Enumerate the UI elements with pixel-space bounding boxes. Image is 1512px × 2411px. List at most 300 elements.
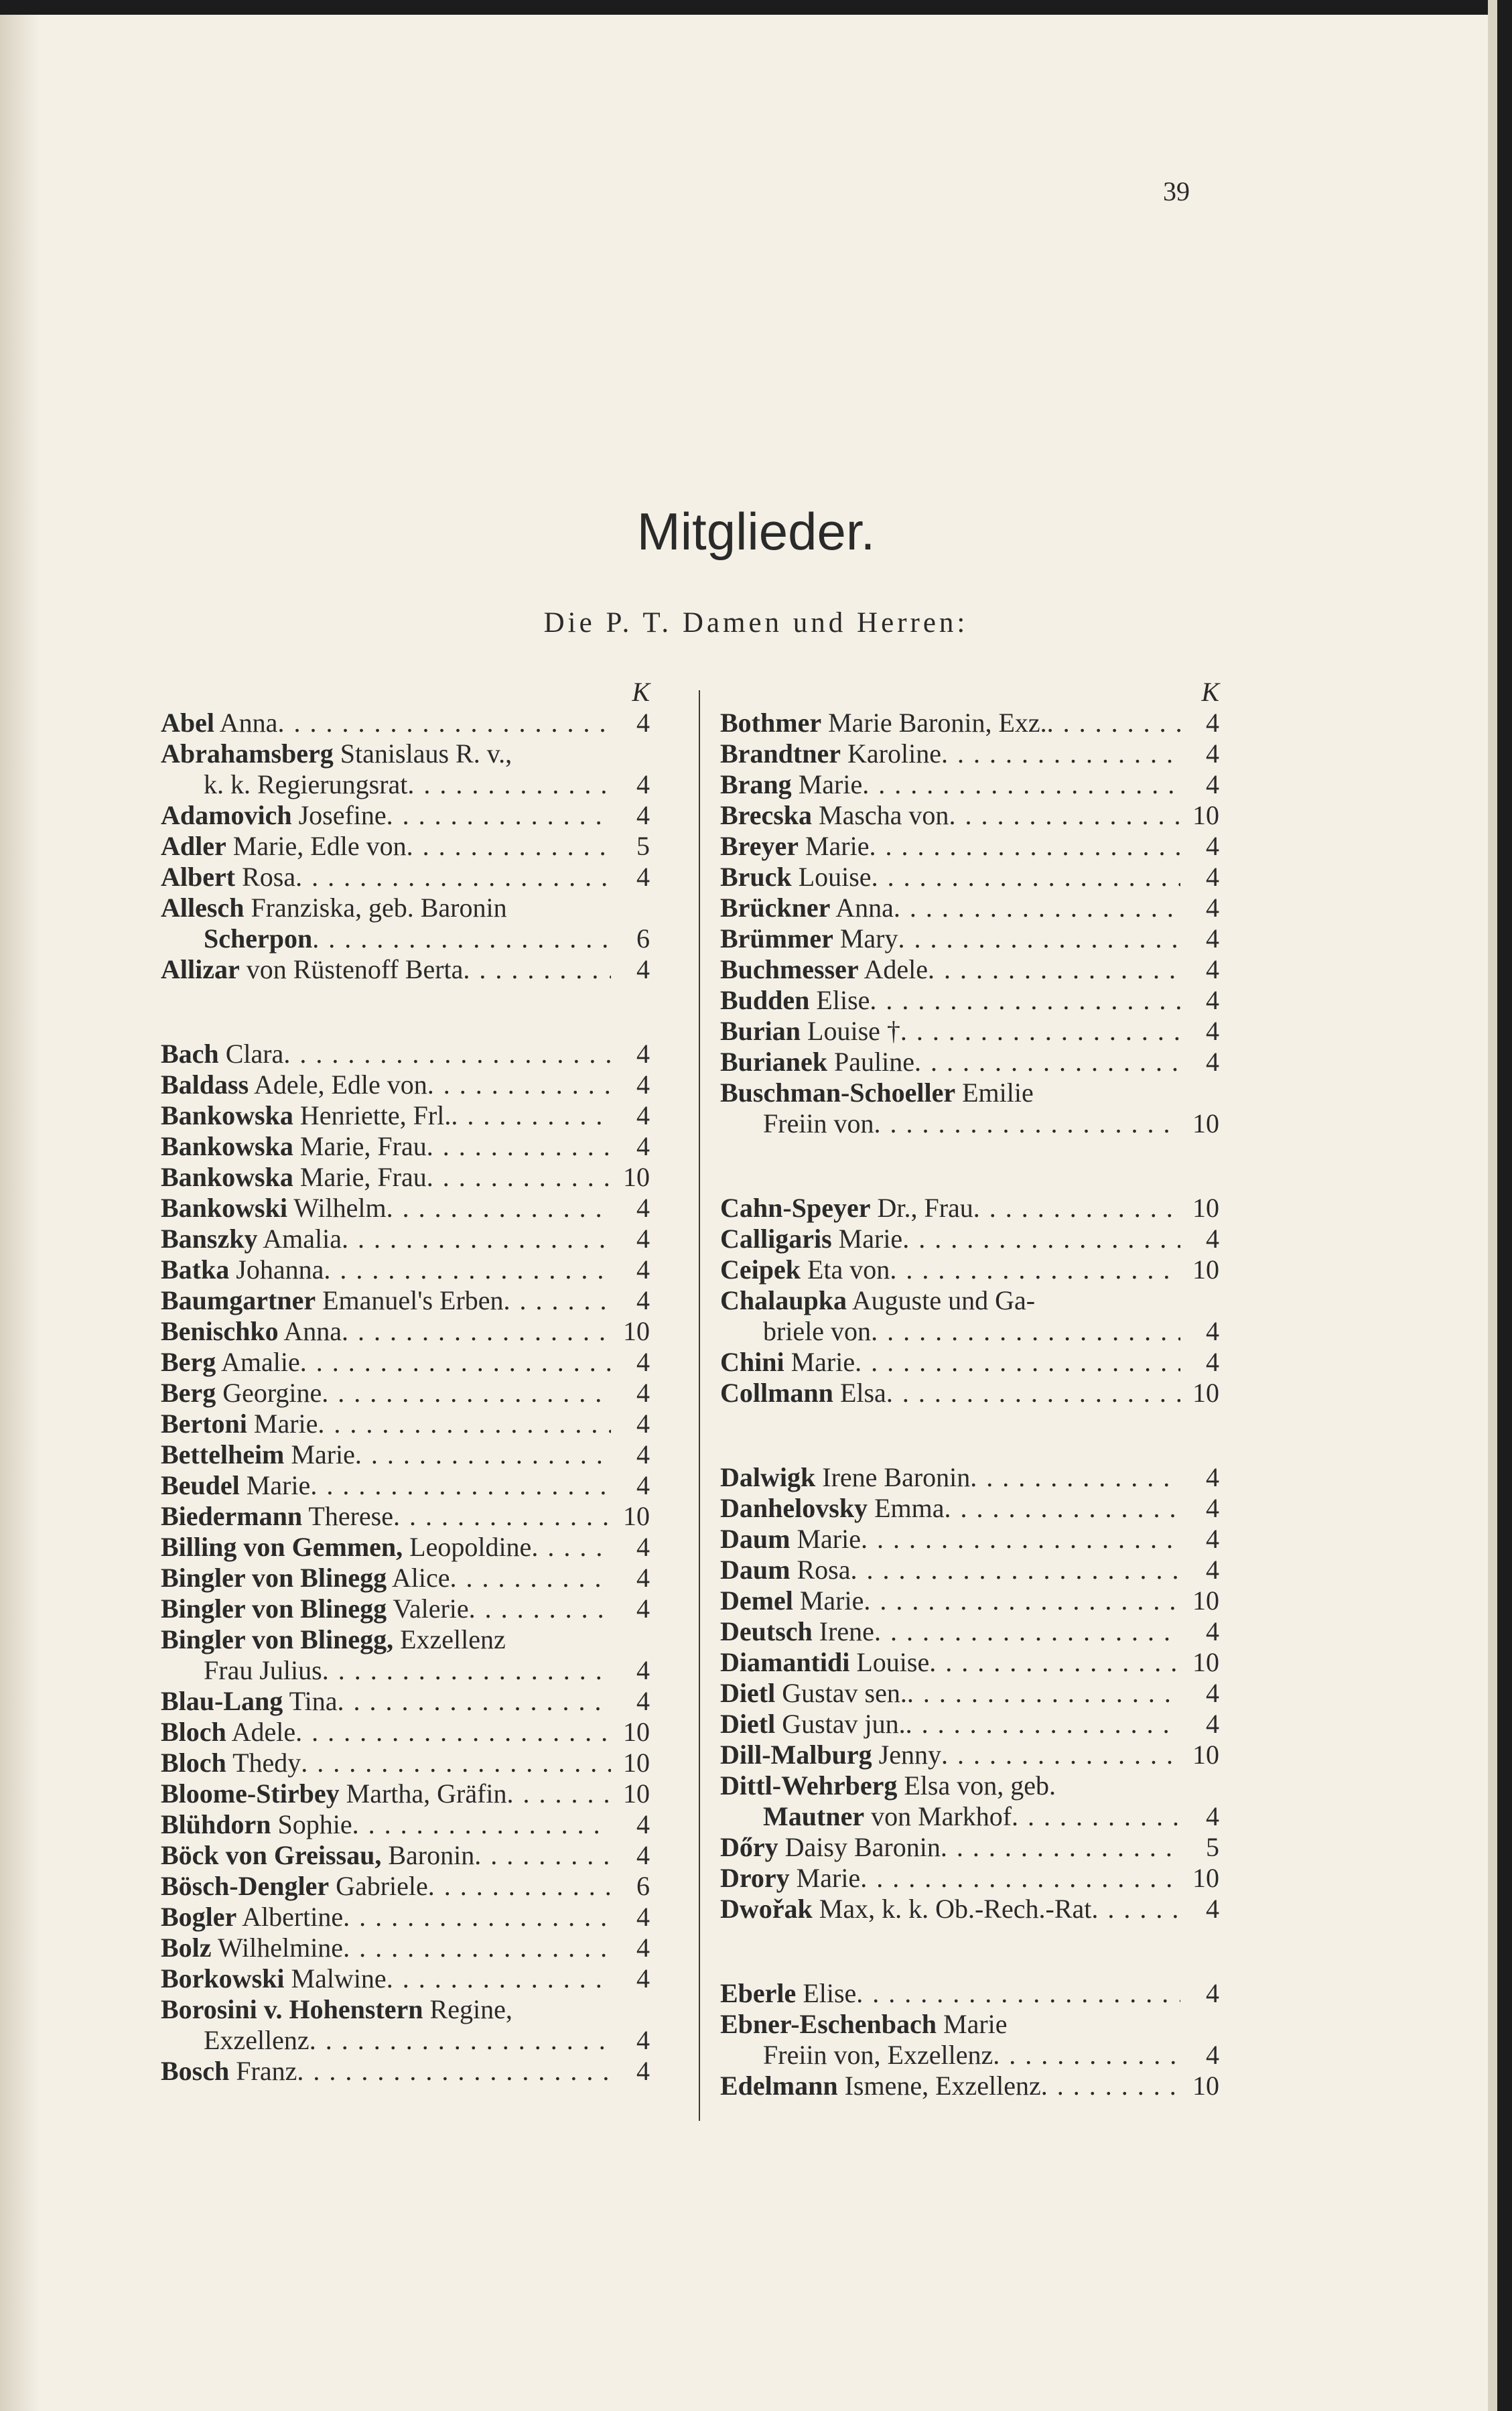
member-fee: 4 <box>1206 769 1219 799</box>
member-surname: Bloch <box>161 1748 226 1778</box>
member-given-name: Marie <box>798 769 863 799</box>
member-surname: Borkowski <box>161 1963 285 1994</box>
member-fee: 10 <box>623 1316 650 1346</box>
member-entry <box>720 1894 1219 1925</box>
member-fee: 4 <box>1206 1801 1219 1831</box>
member-fee: 4 <box>1206 1493 1219 1523</box>
member-fee: 4 <box>1206 1047 1219 1077</box>
member-name <box>720 1616 874 1647</box>
leader-dots <box>928 954 1180 985</box>
member-fee: 4 <box>1206 2040 1219 2070</box>
member-given-name: Jenny <box>878 1740 941 1770</box>
column-divider <box>699 690 700 2121</box>
member-column-right <box>720 677 1219 2101</box>
member-given-name: Marie <box>797 1524 861 1554</box>
member-given-name: Anna <box>835 893 894 923</box>
member-name <box>161 1717 295 1748</box>
leader-dots <box>337 1686 611 1717</box>
member-name <box>161 2025 310 2056</box>
leader-dots <box>295 1717 611 1748</box>
member-name <box>720 954 928 985</box>
member-given-name: Emma <box>874 1493 945 1523</box>
member-fee: 4 <box>1206 1616 1219 1646</box>
member-entry <box>161 831 650 862</box>
member-entry <box>161 1686 650 1717</box>
member-fee: 4 <box>636 1285 650 1315</box>
member-name <box>161 1224 342 1254</box>
member-surname: Dill-Malburg <box>720 1740 872 1770</box>
member-surname: Bloch <box>161 1717 226 1747</box>
member-name <box>720 1078 1034 1108</box>
member-name <box>161 1655 322 1686</box>
member-surname: Daum <box>720 1524 791 1554</box>
member-fee: 5 <box>636 831 650 861</box>
member-name <box>720 1555 850 1585</box>
member-given-name: Tina <box>289 1686 338 1716</box>
leader-dots <box>944 1493 1180 1524</box>
member-fee: 10 <box>1192 1108 1219 1138</box>
member-fee: 4 <box>1206 831 1219 861</box>
member-entry <box>720 2071 1219 2101</box>
member-fee: 4 <box>636 1902 650 1932</box>
leader-dots <box>902 1224 1180 1254</box>
member-fee: 4 <box>636 862 650 892</box>
member-fee: 4 <box>1206 985 1219 1015</box>
member-fee: 4 <box>1206 1524 1219 1554</box>
member-surname: Dittl-Wehrberg <box>720 1770 898 1801</box>
member-given-name: Elsa <box>839 1378 886 1408</box>
member-entry <box>720 1801 1219 1832</box>
member-entry <box>720 1585 1219 1616</box>
member-entry <box>161 1871 650 1902</box>
member-given-name: Adele <box>231 1717 296 1747</box>
member-name <box>161 1963 387 1994</box>
member-fee: 10 <box>1192 1254 1219 1285</box>
member-entry <box>161 1717 650 1748</box>
member-fee: 6 <box>636 923 650 954</box>
member-entry <box>161 1593 650 1624</box>
member-entry <box>720 2009 1219 2040</box>
member-entry <box>161 1840 650 1871</box>
member-fee: 4 <box>636 1963 650 1994</box>
leader-dots <box>427 1069 611 1100</box>
member-surname: Bruck <box>720 862 792 892</box>
member-entry <box>161 1285 650 1316</box>
member-name <box>720 800 949 831</box>
member-name <box>161 1285 504 1316</box>
member-surname: Bingler von Blinegg <box>161 1563 387 1593</box>
member-name <box>161 1193 387 1224</box>
member-name <box>720 1493 944 1524</box>
member-given-name: Regine, <box>429 1994 512 2024</box>
member-name <box>720 831 870 862</box>
leader-dots <box>907 1678 1180 1709</box>
member-fee: 4 <box>636 800 650 830</box>
member-surname: Bolz <box>161 1933 212 1963</box>
member-fee: 4 <box>636 1347 650 1377</box>
member-column-left <box>161 677 650 2087</box>
member-given-name: Wilhelm <box>293 1193 387 1223</box>
member-name <box>720 2071 1041 2101</box>
leader-dots <box>973 1193 1180 1224</box>
member-entry <box>720 1678 1219 1709</box>
leader-dots <box>894 893 1180 923</box>
member-entry <box>161 1347 650 1378</box>
leader-dots <box>900 1016 1180 1047</box>
leader-dots <box>342 1224 611 1254</box>
member-fee: 4 <box>636 769 650 799</box>
member-given-name: Leopoldine <box>409 1532 532 1562</box>
member-fee: 4 <box>636 1470 650 1500</box>
member-surname: Bankowski <box>161 1193 287 1223</box>
leader-dots <box>870 985 1180 1016</box>
member-given-name: von Markhof <box>871 1801 1012 1831</box>
member-given-name: Elise <box>816 985 870 1015</box>
leader-dots <box>310 2025 611 2056</box>
leader-dots <box>295 862 611 893</box>
member-entry <box>720 738 1219 769</box>
member-entry <box>161 1963 650 1994</box>
member-fee: 4 <box>636 1655 650 1685</box>
member-fee: 4 <box>1206 1978 1219 2008</box>
member-fee: 4 <box>1206 738 1219 769</box>
member-entry <box>720 2040 1219 2071</box>
member-entry <box>161 2025 650 2056</box>
member-name <box>720 1347 855 1378</box>
member-fee: 4 <box>636 1563 650 1593</box>
leader-dots <box>970 1462 1180 1493</box>
member-fee: 4 <box>636 1409 650 1439</box>
member-entry <box>720 1047 1219 1078</box>
member-entry <box>720 1462 1219 1493</box>
member-given-name: Marie <box>838 1224 903 1254</box>
leader-dots <box>531 1532 611 1563</box>
member-given-name: Marie <box>246 1470 311 1500</box>
member-given-name: Dr., Frau <box>877 1193 973 1223</box>
member-name <box>720 1224 902 1254</box>
page-subtitle: Die P. T. Damen und Herren: <box>543 607 969 639</box>
member-name <box>161 1347 300 1378</box>
leader-dots <box>277 708 611 738</box>
member-entry <box>720 893 1219 923</box>
member-surname: Beudel <box>161 1470 240 1500</box>
member-given-name: Louise <box>798 862 872 892</box>
member-surname: Banszky <box>161 1224 258 1254</box>
member-name <box>720 1016 900 1047</box>
member-entry <box>720 1555 1219 1585</box>
member-surname: Batka <box>161 1254 230 1285</box>
member-fee: 10 <box>1192 1740 1219 1770</box>
member-given-name: Daisy Baronin <box>784 1832 941 1862</box>
member-entry <box>161 1902 650 1933</box>
member-fee: 4 <box>1206 1709 1219 1739</box>
member-given-name: Gustav sen. <box>782 1678 907 1708</box>
scan-border-right <box>1497 0 1512 2411</box>
leader-dots <box>886 1378 1180 1409</box>
member-surname: Bingler von Blinegg, <box>161 1624 394 1654</box>
member-name <box>161 1593 469 1624</box>
member-name <box>720 2040 993 2071</box>
member-surname: Billing von Gemmen, <box>161 1532 403 1562</box>
member-fee: 10 <box>1192 800 1219 830</box>
member-given-name: Amalie <box>220 1347 300 1377</box>
member-surname: Scherpon <box>204 923 313 954</box>
member-fee: 4 <box>1206 1678 1219 1708</box>
member-entry <box>161 1224 650 1254</box>
leader-dots <box>355 1439 611 1470</box>
member-name <box>161 1532 531 1563</box>
member-entry <box>161 1131 650 1162</box>
leader-dots <box>1012 1801 1180 1832</box>
member-name <box>161 1871 428 1902</box>
member-given-name: Mascha von <box>819 800 949 830</box>
member-surname: Edelmann <box>720 2071 838 2101</box>
member-given-name: Marie, Frau <box>299 1162 427 1192</box>
page-right-edge <box>1488 0 1497 2411</box>
member-given-name: Therese <box>308 1501 393 1531</box>
member-entry <box>161 954 650 985</box>
member-fee: 4 <box>636 954 650 984</box>
member-entry <box>161 1439 650 1470</box>
member-surname: Bogler <box>161 1902 237 1932</box>
leader-dots <box>301 1748 611 1778</box>
leader-dots <box>941 1832 1180 1863</box>
leader-dots <box>507 1778 611 1809</box>
member-entry <box>720 1347 1219 1378</box>
member-entry <box>161 2056 650 2087</box>
member-entry <box>720 1863 1219 1894</box>
member-surname: Daum <box>720 1555 791 1585</box>
member-fee: 4 <box>1206 1462 1219 1492</box>
member-fee: 4 <box>1206 1224 1219 1254</box>
member-given-name: Marie, Edle von <box>232 831 407 861</box>
member-name <box>161 1840 474 1871</box>
member-surname: Bankowska <box>161 1100 293 1130</box>
member-entry <box>720 1224 1219 1254</box>
member-given-name: Thedy <box>232 1748 301 1778</box>
member-surname: Burian <box>720 1016 801 1046</box>
member-name <box>161 1378 322 1409</box>
member-surname: Drory <box>720 1863 790 1893</box>
member-fee: 4 <box>1206 1316 1219 1346</box>
member-surname: Bettelheim <box>161 1439 285 1470</box>
page-number: 39 <box>1163 176 1190 206</box>
member-name <box>720 708 1047 738</box>
member-name <box>720 1378 886 1409</box>
member-name <box>720 1709 906 1740</box>
leader-dots <box>871 1316 1180 1347</box>
member-given-name: Mary <box>839 923 898 954</box>
member-given-name: Irene <box>819 1616 874 1646</box>
leader-dots <box>860 1863 1180 1894</box>
leader-dots <box>949 800 1180 831</box>
member-surname: Ceipek <box>720 1254 801 1285</box>
member-fee: 4 <box>1206 1016 1219 1046</box>
member-given-name: Frau Julius <box>204 1655 322 1685</box>
member-name <box>161 1686 337 1717</box>
member-given-name: Elise <box>803 1978 857 2008</box>
member-entry <box>161 1039 650 1069</box>
member-surname: Dwořak <box>720 1894 813 1924</box>
leader-dots <box>872 862 1180 893</box>
leader-dots <box>393 1501 611 1532</box>
leader-dots <box>387 800 611 831</box>
member-given-name: Henriette, Frl. <box>299 1100 452 1130</box>
member-fee: 10 <box>623 1501 650 1531</box>
member-entry <box>161 1563 650 1593</box>
member-given-name: Clara <box>225 1039 284 1069</box>
member-fee: 4 <box>636 1933 650 1963</box>
member-surname: Cahn-Speyer <box>720 1193 871 1223</box>
member-surname: Diamantidi <box>720 1647 850 1677</box>
member-surname: Demel <box>720 1585 793 1616</box>
member-entry <box>161 769 650 800</box>
member-entry <box>161 1100 650 1131</box>
member-name <box>161 769 407 800</box>
leader-dots <box>898 923 1180 954</box>
member-given-name: Elsa von, geb. <box>904 1770 1056 1801</box>
member-name <box>161 1809 352 1840</box>
member-entry <box>720 769 1219 800</box>
member-name <box>161 1563 450 1593</box>
member-name <box>720 1585 864 1616</box>
member-given-name: Pauline <box>834 1047 915 1077</box>
member-name <box>161 1994 512 2025</box>
member-entry <box>720 708 1219 738</box>
member-given-name: Marie <box>253 1409 318 1439</box>
member-entry <box>720 831 1219 862</box>
member-fee: 4 <box>636 1593 650 1624</box>
member-given-name: Karoline <box>847 738 941 769</box>
member-surname: Breyer <box>720 831 799 861</box>
leader-dots <box>1091 1894 1180 1925</box>
member-entry <box>161 1316 650 1347</box>
member-given-name: Baronin <box>388 1840 475 1870</box>
leader-dots <box>864 1585 1180 1616</box>
member-fee: 4 <box>636 1378 650 1408</box>
member-surname: Brümmer <box>720 923 833 954</box>
member-surname: Bloome-Stirbey <box>161 1778 340 1809</box>
member-surname: Chalaupka <box>720 1285 847 1315</box>
member-entry <box>161 1409 650 1439</box>
leader-dots <box>504 1285 611 1316</box>
member-fee: 4 <box>636 2025 650 2055</box>
member-given-name: Louise † <box>807 1016 900 1046</box>
member-fee: 4 <box>1206 1894 1219 1924</box>
leader-dots <box>850 1555 1180 1585</box>
member-given-name: Josefine <box>298 800 387 830</box>
member-name <box>161 1100 451 1131</box>
member-surname: Adamovich <box>161 800 292 830</box>
leader-dots <box>861 1524 1180 1555</box>
member-name <box>720 1524 861 1555</box>
leader-dots <box>310 1470 611 1501</box>
member-entry <box>720 1193 1219 1224</box>
member-name <box>161 2056 297 2087</box>
member-given-name: Marie <box>805 831 870 861</box>
member-entry <box>161 1501 650 1532</box>
leader-dots <box>283 1039 611 1069</box>
leader-dots <box>855 1347 1180 1378</box>
currency-header-right: K <box>1201 677 1219 707</box>
member-fee: 10 <box>1192 1647 1219 1677</box>
member-fee: 4 <box>1206 893 1219 923</box>
member-fee: 4 <box>636 1131 650 1161</box>
member-given-name: Marie <box>799 1585 864 1616</box>
member-surname: Bosch <box>161 2056 230 2086</box>
member-surname: Benischko <box>161 1316 279 1346</box>
leader-dots <box>870 831 1181 862</box>
letter-group-gap <box>720 1925 1219 1978</box>
member-entry <box>161 1069 650 1100</box>
member-name <box>720 1678 907 1709</box>
page-left-shadow <box>0 0 40 2411</box>
member-entry <box>161 862 650 893</box>
member-entry <box>161 1994 650 2025</box>
member-entry <box>720 954 1219 985</box>
member-surname: Brang <box>720 769 792 799</box>
member-given-name: Auguste und Ga- <box>851 1285 1036 1315</box>
leader-dots <box>450 1563 611 1593</box>
member-entry <box>720 1524 1219 1555</box>
leader-dots <box>993 2040 1180 2071</box>
letter-group-gap <box>720 1139 1219 1193</box>
member-name <box>720 1832 941 1863</box>
member-surname: Dalwigk <box>720 1462 816 1492</box>
member-given-name: Adele <box>864 954 928 984</box>
member-surname: Bankowska <box>161 1162 293 1192</box>
member-surname: Collmann <box>720 1378 833 1408</box>
member-name <box>161 1409 318 1439</box>
member-entry <box>161 893 650 923</box>
member-surname: Adler <box>161 831 226 861</box>
member-given-name: Louise <box>856 1647 930 1677</box>
member-name <box>720 893 894 923</box>
member-surname: Buschman-Schoeller <box>720 1078 956 1108</box>
member-surname: Bach <box>161 1039 219 1069</box>
leader-dots <box>387 1193 611 1224</box>
member-name <box>161 738 512 769</box>
member-name <box>161 1748 301 1778</box>
member-surname: Allesch <box>161 893 245 923</box>
member-given-name: Anna <box>219 708 278 738</box>
member-surname: Biedermann <box>161 1501 303 1531</box>
currency-header-left: K <box>632 677 650 707</box>
leader-dots <box>874 1616 1180 1647</box>
member-given-name: briele von <box>763 1316 872 1346</box>
member-surname: Bankowska <box>161 1131 293 1161</box>
member-fee: 4 <box>636 1686 650 1716</box>
member-name <box>161 1162 427 1193</box>
member-surname: Böck von Greissau, <box>161 1840 382 1870</box>
member-entry <box>720 1378 1219 1409</box>
member-entry <box>720 1616 1219 1647</box>
member-fee: 10 <box>1192 1193 1219 1223</box>
member-given-name: Exzellenz <box>204 2025 310 2055</box>
member-given-name: Stanislaus R. v., <box>340 738 512 769</box>
member-given-name: Marie <box>796 1863 861 1893</box>
member-name <box>161 862 295 893</box>
member-entry <box>161 923 650 954</box>
member-entry <box>720 800 1219 831</box>
member-entry <box>720 1978 1219 2009</box>
member-given-name: Franz <box>236 2056 297 2086</box>
member-fee: 4 <box>636 1039 650 1069</box>
member-name <box>161 1470 310 1501</box>
member-name <box>720 2009 1008 2040</box>
member-name <box>720 738 941 769</box>
member-entry <box>161 1933 650 1963</box>
